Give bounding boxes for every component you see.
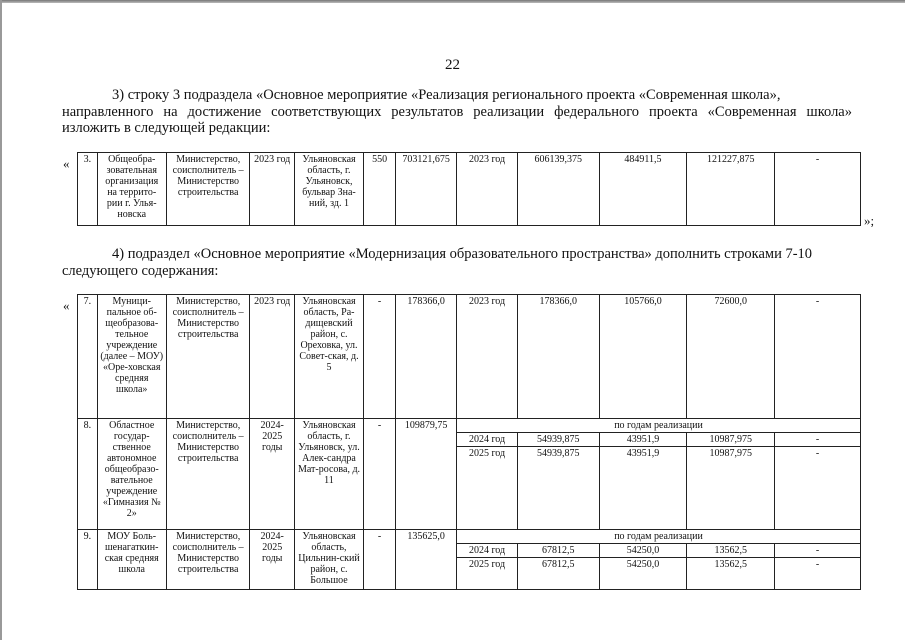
capacity: 550 (364, 153, 396, 226)
address: Ульяновская область, г. Ульяновск, ул. Алек-сандра Мат-росова, д. 11 (294, 419, 363, 530)
regional-budget: 13562,5 (687, 544, 775, 558)
extra: - (775, 295, 861, 419)
federal-budget: 484911,5 (599, 153, 687, 226)
open-quote-2: « (63, 298, 70, 313)
total-cost: 703121,675 (396, 153, 457, 226)
capacity: - (364, 295, 396, 419)
year: 2024-2025 годы (250, 530, 294, 590)
paragraph-3-rest: направленного на достижение соответствующих результатов реализации федерального проекта «Современная школа» изложить в следующей редакции: (62, 103, 852, 136)
total-cost: 135625,0 (396, 530, 457, 590)
address: Ульяновская область, Ра-дищевский район, с. Ореховка, ул. Совет-ская, д. 5 (294, 295, 363, 419)
total-cost: 109879,75 (396, 419, 457, 530)
object-name: Общеобра-зовательная организация на террито-рии г. Улья-новска (97, 153, 166, 226)
table-row (78, 530, 861, 544)
customer: Министерство, соисполнитель – Министерство строительства (166, 153, 250, 226)
year: 2024-2025 годы (250, 419, 294, 530)
paragraph-4 (62, 246, 852, 279)
sum: 54939,875 (517, 447, 599, 530)
sum: 606139,375 (517, 153, 599, 226)
paragraph-3-line1: 3) строку 3 подраздела «Основное мероприятие «Реализация регионального проекта «Современная школа», (112, 87, 781, 103)
customer: Министерство, соисполнитель – Министерство строительства (166, 419, 250, 530)
row-num: 7. (78, 295, 98, 419)
capacity: - (364, 419, 396, 530)
table-row (78, 153, 861, 226)
federal-budget: 43951,9 (599, 447, 687, 530)
period: 2023 год (457, 295, 518, 419)
extra: - (775, 153, 861, 226)
sum: 54939,875 (517, 433, 599, 447)
sum: 67812,5 (517, 558, 599, 590)
customer: Министерство, соисполнитель – Министерство строительства (166, 295, 250, 419)
period: 2023 год (457, 153, 518, 226)
page-number: 22 (445, 57, 460, 73)
regional-budget: 13562,5 (687, 558, 775, 590)
by-years-label: по годам реализации (457, 530, 861, 544)
close-quote-1: »; (864, 213, 875, 228)
regional-budget: 10987,975 (687, 433, 775, 447)
year: 2023 год (250, 295, 294, 419)
capacity: - (364, 530, 396, 590)
address: Ульяновская область, Цильнин-ский район, с. Большое (294, 530, 363, 590)
table-rows-7-10 (77, 294, 861, 590)
paragraph-4-rest: следующего содержания: (62, 262, 219, 279)
table-row (78, 419, 861, 433)
sum: 67812,5 (517, 544, 599, 558)
period: 2025 год (457, 558, 518, 590)
regional-budget: 10987,975 (687, 447, 775, 530)
row-num: 8. (78, 419, 98, 530)
row-num: 9. (78, 530, 98, 590)
extra: - (775, 544, 861, 558)
period: 2024 год (457, 544, 518, 558)
table-row3 (77, 152, 861, 226)
period: 2025 год (457, 447, 518, 530)
extra: - (775, 433, 861, 447)
regional-budget: 121227,875 (687, 153, 775, 226)
extra: - (775, 558, 861, 590)
scan-edge-left (0, 0, 2, 640)
address: Ульяновская область, г. Ульяновск, бульвар Зна-ний, зд. 1 (294, 153, 363, 226)
open-quote-1: « (63, 156, 70, 171)
table-row (78, 295, 861, 419)
sum: 178366,0 (517, 295, 599, 419)
paragraph-3 (62, 87, 852, 137)
regional-budget: 72600,0 (687, 295, 775, 419)
federal-budget: 54250,0 (599, 544, 687, 558)
object-name: Муници-пальное об-щеобразова-тельное учреждение (далее – МОУ) «Оре-ховская средняя школа» (97, 295, 166, 419)
total-cost: 178366,0 (396, 295, 457, 419)
row-num: 3. (78, 153, 98, 226)
scan-edge-top (0, 0, 905, 3)
extra: - (775, 447, 861, 530)
by-years-label: по годам реализации (457, 419, 861, 433)
federal-budget: 105766,0 (599, 295, 687, 419)
federal-budget: 43951,9 (599, 433, 687, 447)
paragraph-4-line1: 4) подраздел «Основное мероприятие «Модернизация образовательного пространства» дополнить строками 7-10 (112, 246, 813, 262)
year: 2023 год (250, 153, 294, 226)
object-name: МОУ Боль-шенагаткин-ская средняя школа (97, 530, 166, 590)
period: 2024 год (457, 433, 518, 447)
object-name: Областное государ-ственное автономное общеобразо-вательное учреждение «Гимназия № 2» (97, 419, 166, 530)
customer: Министерство, соисполнитель – Министерство строительства (166, 530, 250, 590)
federal-budget: 54250,0 (599, 558, 687, 590)
